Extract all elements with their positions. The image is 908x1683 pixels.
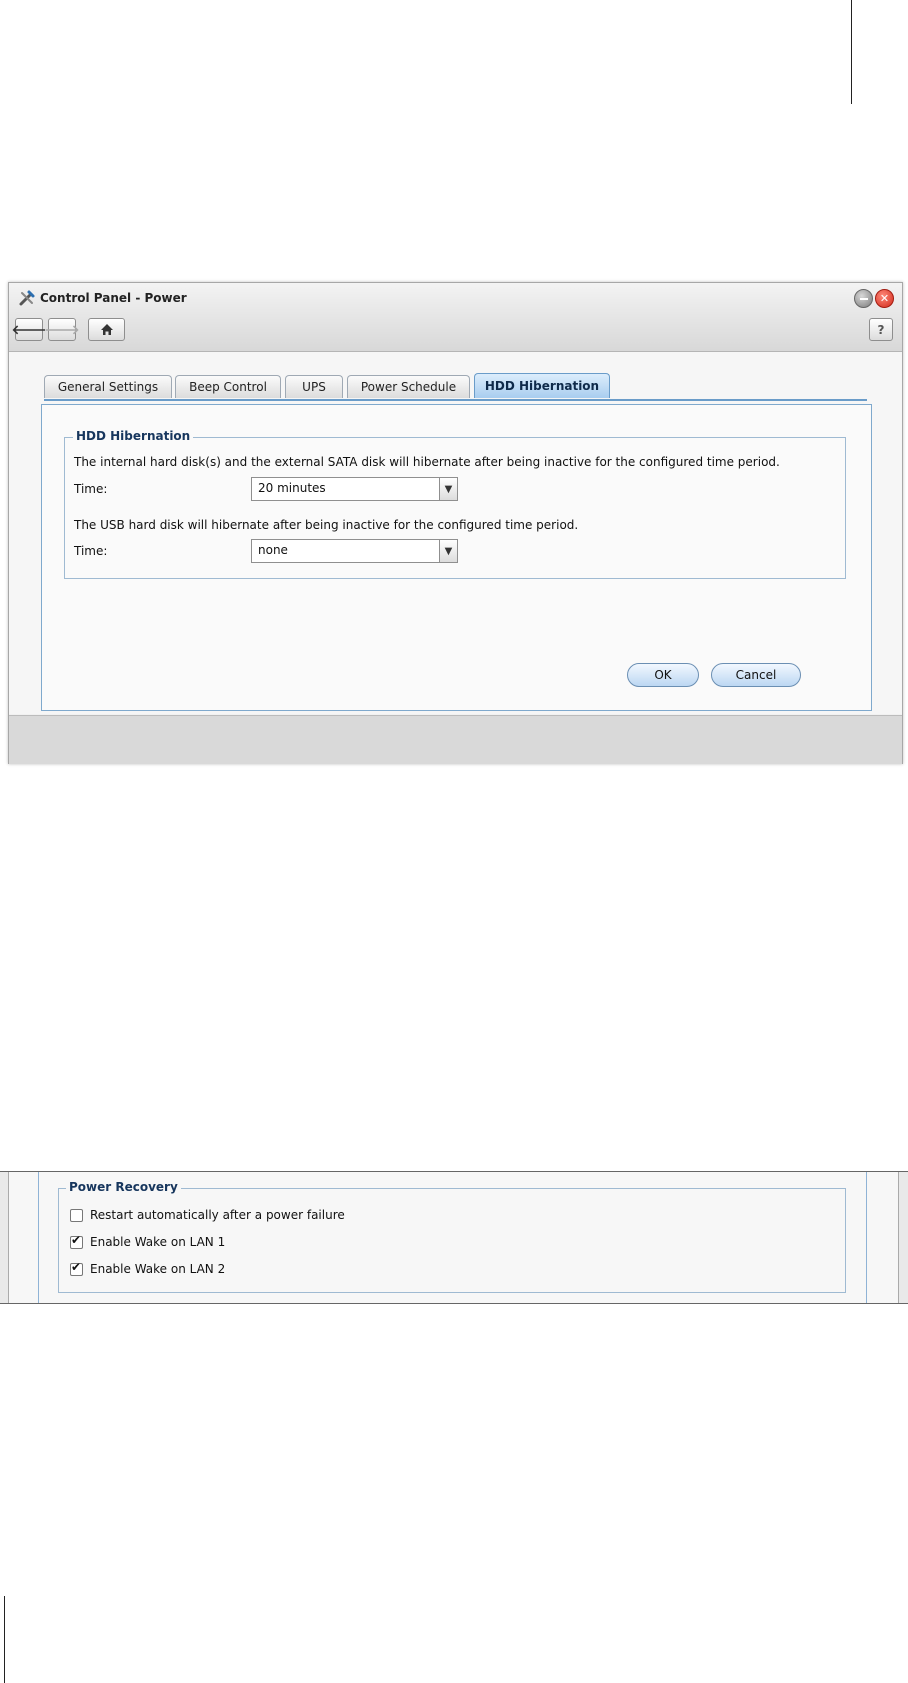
page-edge-line-top [851,0,852,104]
power-recovery-window-crop [0,1171,908,1304]
chevron-down-icon[interactable]: ▼ [439,540,457,562]
internal-time-select[interactable] [251,477,458,501]
wake-on-lan-1-label: Enable Wake on LAN 1 [90,1235,226,1249]
home-button[interactable] [88,318,125,341]
internal-disk-description: The internal hard disk(s) and the external SATA disk will hibernate after being inactive for the configured time period. [74,455,780,469]
power-recovery-group [58,1180,846,1293]
ok-button[interactable]: OK [627,663,699,687]
tab-general-settings[interactable]: General Settings [44,375,172,398]
tab-ups[interactable]: UPS [285,375,343,398]
tab-beep-control[interactable]: Beep Control [175,375,281,398]
internal-time-value: 20 minutes [258,481,326,495]
tab-power-schedule[interactable]: Power Schedule [347,375,470,398]
tab-panel [41,404,872,711]
power-recovery-legend: Power Recovery [66,1180,181,1194]
hdd-hibernation-legend: HDD Hibernation [73,429,193,443]
wake-on-lan-2-checkbox[interactable] [70,1263,83,1276]
status-bar [9,715,902,764]
forward-button[interactable] [44,318,80,341]
wake-on-lan-1-checkbox[interactable] [70,1236,83,1249]
usb-time-value: none [258,543,288,557]
window-left-border [0,1172,9,1303]
wake-on-lan-1-option[interactable] [70,1234,225,1250]
hdd-hibernation-group [64,429,846,579]
restart-after-failure-option[interactable] [70,1207,345,1223]
window-title: Control Panel - Power [40,291,187,305]
panel-right-border [866,1172,867,1303]
usb-time-select[interactable] [251,539,458,563]
usb-time-label: Time: [74,544,108,558]
close-button[interactable]: ✕ [875,289,894,308]
page-edge-line-bottom [4,1596,5,1683]
panel-left-border [38,1172,39,1303]
arrow-right-icon: 🡒 [44,322,80,338]
restart-after-failure-label: Restart automatically after a power failure [90,1208,345,1222]
title-bar [9,283,902,352]
minimize-button[interactable] [854,289,873,308]
home-icon [100,323,114,336]
help-button[interactable]: ? [869,318,893,341]
content-area [9,352,902,714]
tab-strip [44,399,867,401]
tab-hdd-hibernation[interactable]: HDD Hibernation [474,373,610,398]
window-right-border [898,1172,908,1303]
tools-icon [18,289,36,307]
control-panel-window [8,282,903,764]
internal-time-label: Time: [74,482,108,496]
wake-on-lan-2-label: Enable Wake on LAN 2 [90,1262,226,1276]
chevron-down-icon[interactable]: ▼ [439,478,457,500]
arrow-left-icon: 🡐 [11,322,47,338]
back-button[interactable] [11,318,47,341]
usb-disk-description: The USB hard disk will hibernate after being inactive for the configured time period. [74,518,579,532]
restart-after-failure-checkbox[interactable] [70,1209,83,1222]
wake-on-lan-2-option[interactable] [70,1261,225,1277]
cancel-button[interactable]: Cancel [711,663,801,687]
